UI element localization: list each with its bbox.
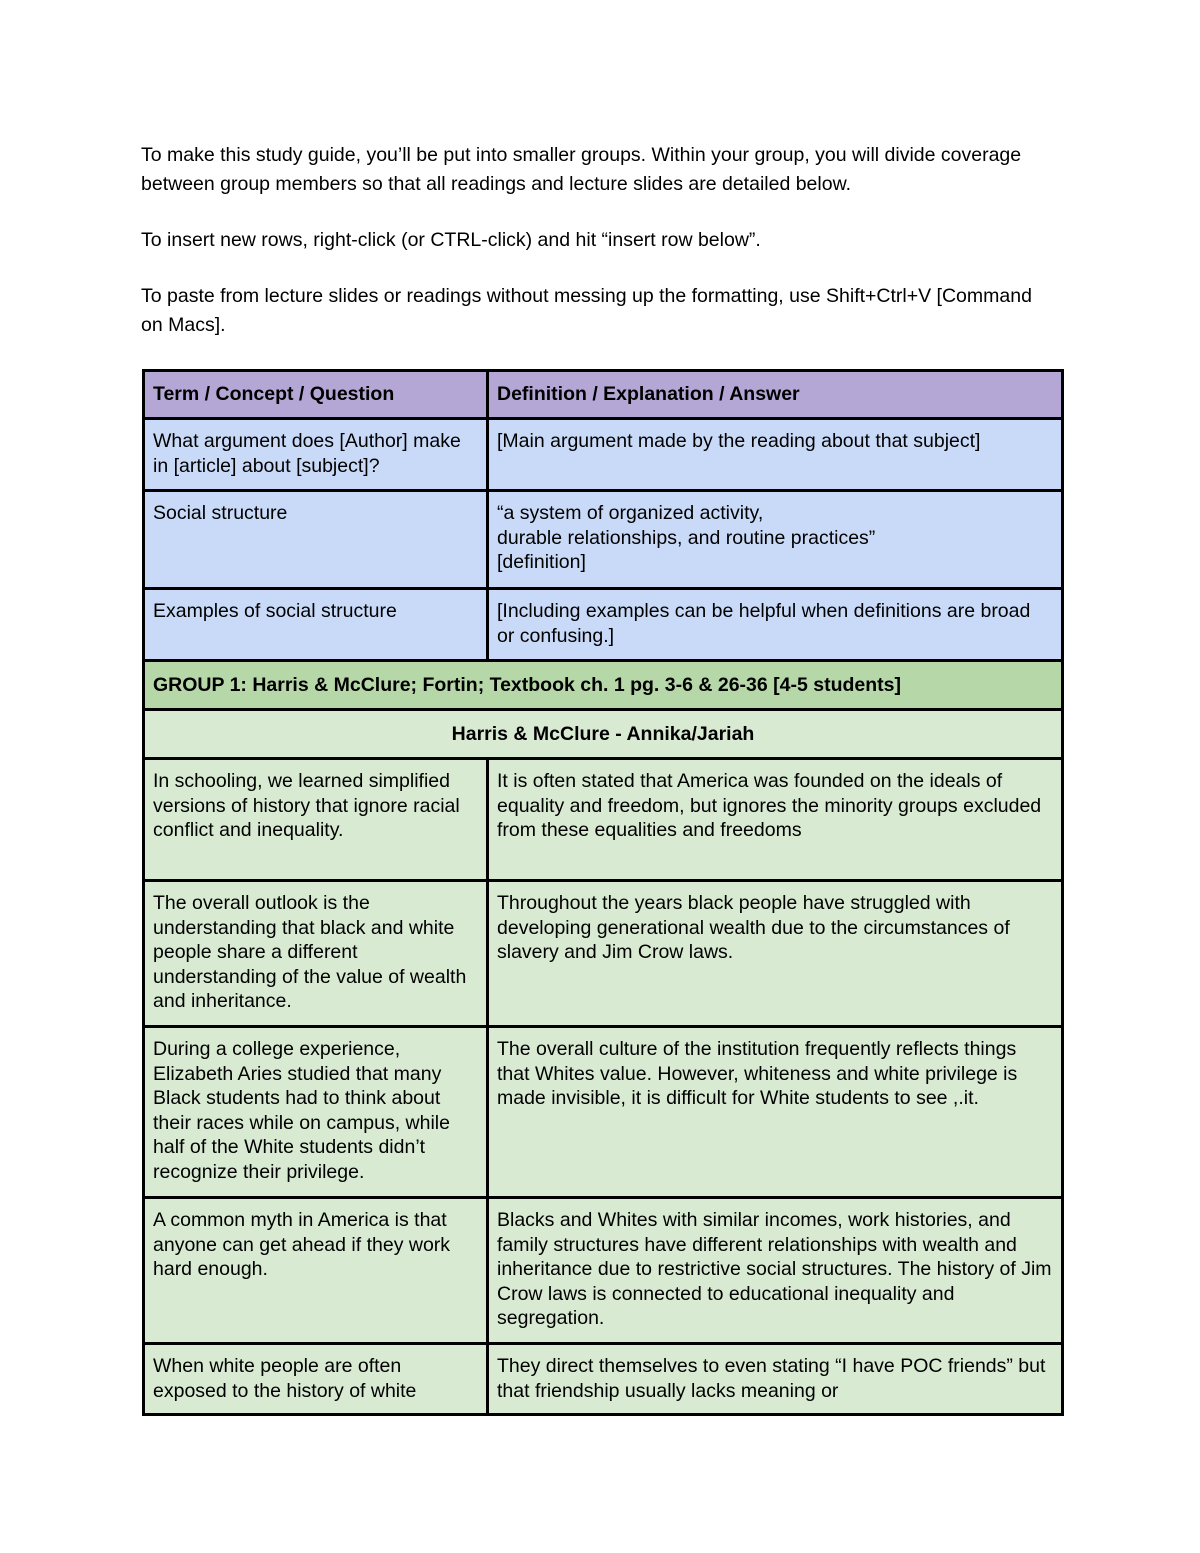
table-row	[144, 759, 1063, 881]
subsection-heading[interactable]: Harris & McClure - Annika/Jariah	[144, 710, 1063, 759]
intro-instructions	[141, 141, 1051, 367]
definition-cell[interactable]: [Including examples can be helpful when definitions are broad or confusing.]	[488, 589, 1063, 661]
term-cell[interactable]: A common myth in America is that anyone can get ahead if they work hard enough.	[144, 1198, 488, 1344]
intro-paragraph-groups: To make this study guide, you’ll be put into smaller groups. Within your group, you will divide coverage between group members so that all readings and lecture slides are detailed below.	[141, 144, 1022, 195]
table-row	[144, 1344, 1063, 1415]
definition-cell[interactable]: Throughout the years black people have struggled with developing generational wealth due to the circumstances of slavery and Jim Crow laws.	[488, 881, 1063, 1027]
definition-cell[interactable]: Blacks and Whites with similar incomes, work histories, and family structures have different relationships with wealth and inheritance due to restrictive social structures. The history of Jim Crow laws is connected to educational inequality and segregation.	[488, 1198, 1063, 1344]
table-row	[144, 589, 1063, 661]
definition-cell[interactable]: They direct themselves to even stating “I have POC friends” but that friendship usually lacks meaning or	[488, 1344, 1063, 1415]
term-cell[interactable]: During a college experience, Elizabeth Aries studied that many Black students had to think about their races while on campus, while half of the White students didn’t recognize their privilege.	[144, 1027, 488, 1198]
table-header-row	[144, 371, 1063, 419]
definition-cell[interactable]: “a system of organized activity, durable relationships, and routine practices” [definition]	[488, 491, 1063, 589]
term-cell[interactable]: Examples of social structure	[144, 589, 488, 661]
term-cell[interactable]: What argument does [Author] make in [article] about [subject]?	[144, 419, 488, 491]
header-term[interactable]: Term / Concept / Question	[144, 371, 488, 419]
definition-cell[interactable]: The overall culture of the institution frequently reflects things that Whites value. However, whiteness and white privilege is made invisible, it is difficult for White students to see ,.it.	[488, 1027, 1063, 1198]
definition-cell[interactable]: [Main argument made by the reading about that subject]	[488, 419, 1063, 491]
table-row	[144, 881, 1063, 1027]
table-row	[144, 1027, 1063, 1198]
table-row	[144, 1198, 1063, 1344]
subsection-heading-row	[144, 710, 1063, 759]
group-heading-row	[144, 661, 1063, 710]
intro-paragraph-paste: To paste from lecture slides or readings without messing up the formatting, use Shift+Ctrl+V [Command on Macs].	[141, 285, 1032, 336]
intro-paragraph-insert-rows: To insert new rows, right-click (or CTRL-click) and hit “insert row below”.	[141, 229, 761, 251]
table-row	[144, 491, 1063, 589]
group-heading[interactable]: GROUP 1: Harris & McClure; Fortin; Textbook ch. 1 pg. 3-6 & 26-36 [4-5 students]	[144, 661, 1063, 710]
table-row	[144, 419, 1063, 491]
term-cell[interactable]: The overall outlook is the understanding that black and white people share a different understanding of the value of wealth and inheritance.	[144, 881, 488, 1027]
term-cell[interactable]: In schooling, we learned simplified versions of history that ignore racial conflict and inequality.	[144, 759, 488, 881]
term-cell[interactable]: When white people are often exposed to the history of white	[144, 1344, 488, 1415]
header-definition[interactable]: Definition / Explanation / Answer	[488, 371, 1063, 419]
definition-cell[interactable]: It is often stated that America was founded on the ideals of equality and freedom, but ignores the minority groups excluded from these equalities and freedoms	[488, 759, 1063, 881]
term-cell[interactable]: Social structure	[144, 491, 488, 589]
study-guide-table	[142, 369, 1064, 1416]
